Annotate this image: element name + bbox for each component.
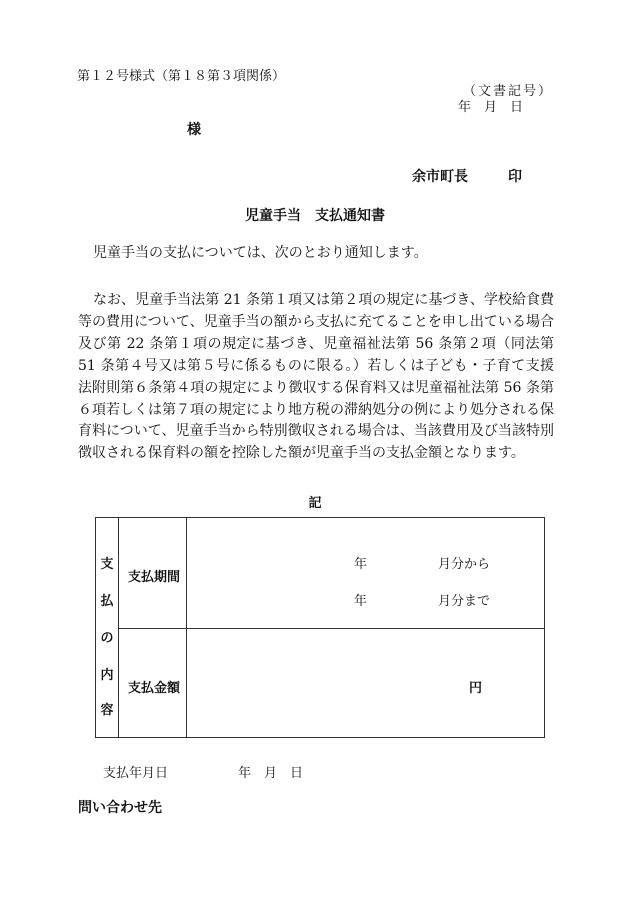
period-from-year: 年 [354,557,368,572]
section-label-char: 払 [100,594,114,609]
ki-heading: 記 [308,496,322,511]
amount-label: 支払金額 [128,681,181,696]
note-paragraph: なお、児童手当法第 21 条第１項又は第２項の規定に基づき、学校給食費等の費用について、児童手当の額から支払に充てることを申し出ている場合及び第 22 条第１項の規定に基づき、児童福祉法第 56 条第２項（同法第 51 条第４号又は第５号に係るものに限る。）若しくは子ども・子育て支援法附則第６条第４項の規定により徴収する保育料又は児童福祉法第 56 条第６項若しくは第７項の規定により地方税の滞納処分の例により処分される保育料について、児童手当から特別徴収される場合は、当該費用及び当該特別徴収される保育料の額を控除した額が児童手当の支払金額となります。 [78,292,554,462]
amount-unit: 円 [469,681,483,696]
document-title: 児童手当 支払通知書 [245,208,385,224]
intro-text: 児童手当の支払については、次のとおり通知します。 [93,245,428,261]
payment-date-label: 支払年月日 [103,766,169,781]
seal-mark: 印 [508,169,522,185]
period-label: 支払期間 [128,570,181,585]
payment-date-value: 年 月 日 [238,766,304,781]
section-label-char: の [100,631,114,646]
addressee-suffix: 様 [187,122,201,138]
table-divider-horizontal [118,628,544,629]
issuer-name: 余市町長 [412,169,468,185]
section-label-char: 支 [100,557,114,572]
section-label-char: 容 [100,703,114,718]
issue-date: 年 月 日 [458,100,524,115]
form-number: 第１２号様式（第１８第３項関係） [77,69,286,84]
period-to-year: 年 [354,594,368,609]
contact-heading: 問い合わせ先 [78,800,162,816]
period-from-month: 月分から [438,557,491,572]
payment-details-table [95,517,545,738]
period-to-month: 月分まで [438,594,491,609]
document-number: （文書記号） [463,84,554,99]
section-label-char: 内 [100,668,114,683]
